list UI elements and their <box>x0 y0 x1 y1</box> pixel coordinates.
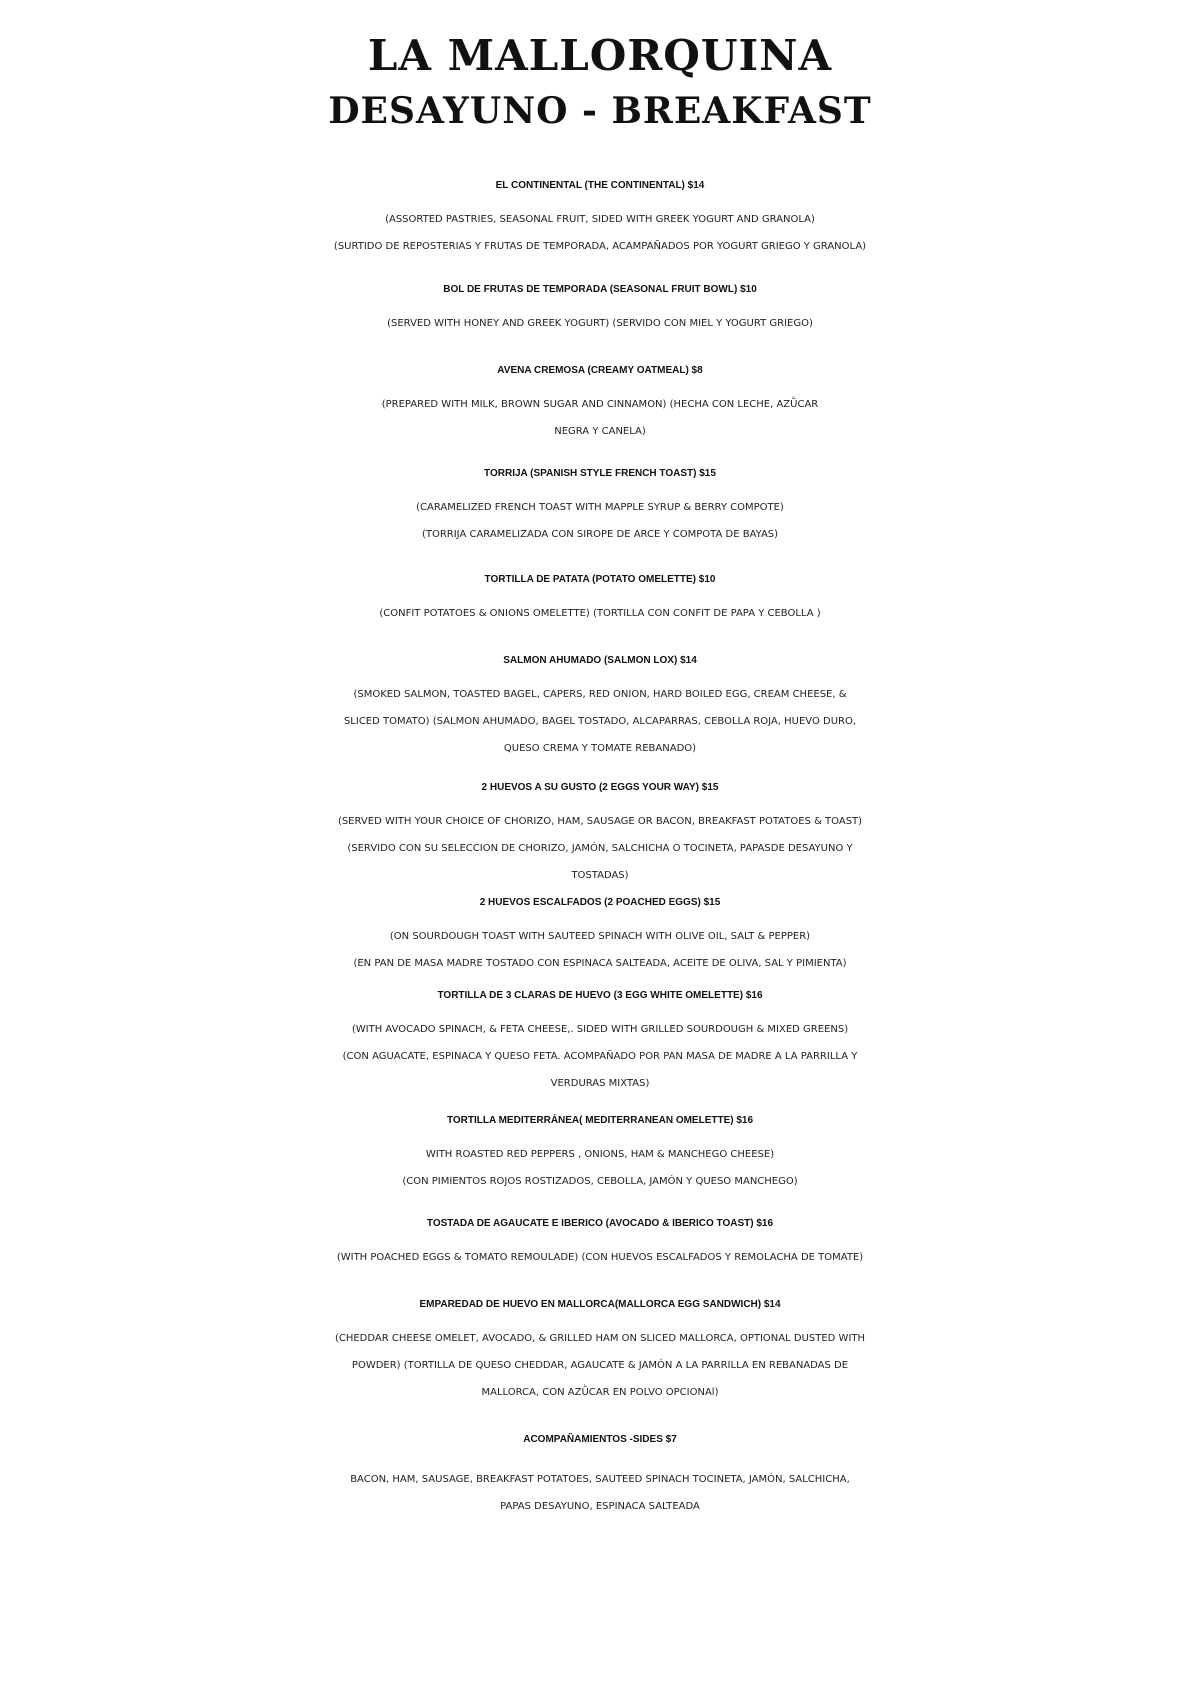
description-line: MALLORCA, CON AZǛCAR EN POLVO OPCIONAl) <box>481 1387 719 1398</box>
menu-item <box>0 647 1200 762</box>
menu-item-name: EL CONTINENTAL (THE CONTINENTAL) $14 <box>495 180 705 191</box>
menu-item-name: ACOMPAÑAMIENTOS -SIDES $7 <box>523 1434 677 1445</box>
description-line: WITH ROASTED RED PEPPERS , ONIONS, HAM & MANCHEGO CHEESE) <box>425 1149 775 1160</box>
menu-item-description <box>0 1244 1200 1271</box>
description-line: (SERVED WITH YOUR CHOICE OF CHORIZO, HAM, SAUSAGE OR BACON, BREAKFAST POTATOES & TOAST) <box>337 816 863 827</box>
description-line: (CHEDDAR CHEESE OMELET, AVOCADO, & GRILLED HAM ON SLICED MALLORCA, OPTIONAL DUSTED WITH <box>334 1333 866 1344</box>
description-line: (WITH AVOCADO SPINACH, & FETA CHEESE,. SIDED WITH GRILLED SOURDOUGH & MIXED GREENS) <box>351 1024 849 1035</box>
menu-item <box>0 357 1200 445</box>
menu-item <box>0 1291 1200 1406</box>
menu-item-description <box>0 206 1200 260</box>
menu-item-name: EMPAREDAD DE HUEVO EN MALLORCA(MALLORCA EGG SANDWICH) $14 <box>419 1299 781 1310</box>
menu-item <box>0 460 1200 548</box>
description-line: (TORRIJA CARAMELIZADA CON SIROPE DE ARCE Y COMPOTA DE BAYAS) <box>421 529 779 540</box>
menu-item-name: 2 HUEVOS A SU GUSTO (2 EGGS YOUR WAY) $15 <box>481 782 719 793</box>
menu-item-name: AVENA CREMOSA (CREAMY OATMEAL) $8 <box>497 365 703 376</box>
description-line: (SERVIDO CON SU SELECCION DE CHORIZO, JAMÓN, SALCHICHA O TOCINETA, PAPASDE DESAYUNO Y <box>347 843 853 854</box>
description-line: VERDURAS MIXTAS) <box>550 1078 650 1089</box>
description-line: QUESO CREMA Y TOMATE REBANADO) <box>503 743 697 754</box>
menu-item <box>0 774 1200 889</box>
menu-item <box>0 276 1200 337</box>
menu-item-description <box>0 494 1200 548</box>
description-line: (PREPARED WITH MILK, BROWN SUGAR AND CINNAMON) (HECHA CON LECHE, AZǛCAR <box>381 399 819 410</box>
menu-item-description <box>0 1466 1200 1520</box>
restaurant-title: LA MALLORQUINA <box>367 31 833 80</box>
description-line: (EN PAN DE MASA MADRE TOSTADO CON ESPINACA SALTEADA, ACEITE DE OLIVA, SAL Y PIMIENTA) <box>353 958 847 969</box>
menu-item-name: BOL DE FRUTAS DE TEMPORADA (SEASONAL FRUIT BOWL) $10 <box>443 284 757 295</box>
description-line: NEGRA Y CANELA) <box>554 426 646 437</box>
description-line: (CARAMELIZED FRENCH TOAST WITH MAPPLE SYRUP & BERRY COMPOTE) <box>416 502 784 513</box>
description-line: (CON PIMIENTOS ROJOS ROSTIZADOS, CEBOLLA, JAMÓN Y QUESO MANCHEGO) <box>402 1176 798 1187</box>
menu-item <box>0 1426 1200 1520</box>
menu-item-description <box>0 1141 1200 1195</box>
menu-item-name: TORTILLA DE 3 CLARAS DE HUEVO (3 EGG WHITE OMELETTE) $16 <box>437 990 763 1001</box>
description-line: (SMOKED SALMON, TOASTED BAGEL, CAPERS, RED ONION, HARD BOILED EGG, CREAM CHEESE, & <box>353 689 847 700</box>
description-line: (SURTIDO DE REPOSTERIAS Y FRUTAS DE TEMPORADA, ACAMPAÑADOS POR YOGURT GRIEGO Y GRANOLA) <box>333 241 867 252</box>
menu-item-description <box>0 1325 1200 1406</box>
menu-item-name: SALMON AHUMADO (SALMON LOX) $14 <box>503 655 697 666</box>
menu-item-description <box>0 391 1200 445</box>
description-line: BACON, HAM, SAUSAGE, BREAKFAST POTATOES, SAUTEED SPINACH TOCINETA, JAMÓN, SALCHICHA, <box>350 1474 850 1485</box>
menu-item-description <box>0 923 1200 977</box>
menu-item-name: TORTILLA DE PATATA (POTATO OMELETTE) $10 <box>484 574 716 585</box>
description-line: POWDER) (TORTILLA DE QUESO CHEDDAR, AGAUCATE & JAMÓN A LA PARRILLA EN REBANADAS DE <box>351 1360 849 1371</box>
menu-item <box>0 566 1200 627</box>
menu-item-name: TOSTADA DE AGAUCATE E IBERICO (AVOCADO & IBERICO TOAST) $16 <box>426 1218 774 1229</box>
menu-item-description <box>0 1016 1200 1097</box>
menu-item-description <box>0 600 1200 627</box>
description-line: (ON SOURDOUGH TOAST WITH SAUTEED SPINACH WITH OLIVE OIL, SALT & PEPPER) <box>389 931 811 942</box>
description-line: (ASSORTED PASTRIES, SEASONAL FRUIT, SIDED WITH GREEK YOGURT AND GRANOLA) <box>385 214 815 225</box>
description-line: (CONFIT POTATOES & ONIONS OMELETTE) (TORTILLA CON CONFIT DE PAPA Y CEBOLLA ) <box>379 608 821 619</box>
description-line: SLICED TOMATO) (SALMON AHUMADO, BAGEL TOSTADO, ALCAPARRAS, CEBOLLA ROJA, HUEVO DURO, <box>343 716 857 727</box>
menu-item-description <box>0 808 1200 889</box>
description-line: (WITH POACHED EGGS & TOMATO REMOULADE) (CON HUEVOS ESCALFADOS Y REMOLACHA DE TOMATE) <box>336 1252 864 1263</box>
menu-item-description <box>0 310 1200 337</box>
menu-subtitle: DESAYUNO - BREAKFAST <box>328 90 872 132</box>
menu-item-description <box>0 681 1200 762</box>
description-line: TOSTADAS) <box>571 870 629 881</box>
menu-item <box>0 1107 1200 1195</box>
menu-item-name: TORTILLA MEDITERRÁNEA( MEDITERRANEAN OMELETTE) $16 <box>446 1115 754 1126</box>
menu-item <box>0 889 1200 977</box>
menu-item <box>0 172 1200 260</box>
description-line: (CON AGUACATE, ESPINACA Y QUESO FETA. ACOMPAÑADO POR PAN MASA DE MADRE A LA PARRILLA Y <box>342 1051 858 1062</box>
menu-item <box>0 1210 1200 1271</box>
menu-item <box>0 982 1200 1097</box>
description-line: (SERVED WITH HONEY AND GREEK YOGURT) (SERVIDO CON MIEL Y YOGURT GRIEGO) <box>387 318 813 329</box>
description-line: PAPAS DESAYUNO, ESPINACA SALTEADA <box>500 1501 700 1512</box>
menu-item-name: 2 HUEVOS ESCALFADOS (2 POACHED EGGS) $15 <box>479 897 721 908</box>
menu-item-name: TORRIJA (SPANISH STYLE FRENCH TOAST) $15 <box>484 468 716 479</box>
